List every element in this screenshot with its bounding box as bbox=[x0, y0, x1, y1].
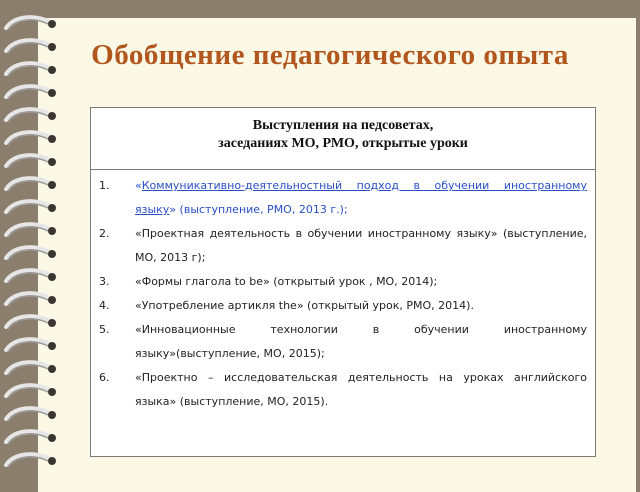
binding-hole bbox=[48, 457, 56, 465]
box-header-line-2: заседаниях МО, РМО, открытые уроки bbox=[218, 136, 468, 151]
binding-hole bbox=[48, 181, 56, 189]
binding-hole bbox=[48, 411, 56, 419]
list-item bbox=[91, 270, 595, 294]
content-box bbox=[90, 107, 596, 457]
box-header bbox=[91, 108, 595, 170]
binding-hole bbox=[48, 158, 56, 166]
binding-hole bbox=[48, 135, 56, 143]
binding-hole bbox=[48, 112, 56, 120]
binding-hole bbox=[48, 227, 56, 235]
slide-title: Обобщение педагогического опыта bbox=[91, 39, 569, 71]
binding-hole bbox=[48, 296, 56, 304]
binding-hole bbox=[48, 434, 56, 442]
item-number: 6. bbox=[99, 371, 110, 384]
topic-link[interactable]: Коммуникативно-деятельностный подход в обучении иностранному языку bbox=[135, 179, 587, 216]
item-number: 2. bbox=[99, 227, 110, 240]
list-item bbox=[91, 318, 595, 366]
item-text: «Проектно – исследовательская деятельность на уроках английского языка» (выступление, МО, 2015). bbox=[135, 371, 587, 408]
item-number: 3. bbox=[99, 275, 110, 288]
binding-hole bbox=[48, 43, 56, 51]
binding-hole bbox=[48, 250, 56, 258]
binding-hole bbox=[48, 20, 56, 28]
item-text bbox=[135, 174, 587, 222]
item-number: 5. bbox=[99, 323, 110, 336]
item-number: 1. bbox=[99, 179, 110, 192]
list-item bbox=[91, 294, 595, 318]
binding-hole bbox=[48, 66, 56, 74]
item-text: «Формы глагола to be» (открытый урок , МО, 2014); bbox=[135, 275, 438, 288]
item-number: 4. bbox=[99, 299, 110, 312]
item-text: «Проектная деятельность в обучении иностранному языку» (выступление, МО, 2013 г); bbox=[135, 227, 587, 264]
item-tail: » (выступление, РМО, 2013 г.); bbox=[169, 203, 348, 216]
list-item bbox=[91, 366, 595, 414]
talks-list bbox=[91, 174, 595, 414]
box-header-line-1: Выступления на педсоветах, bbox=[252, 118, 434, 133]
binding-hole bbox=[48, 388, 56, 396]
binding-hole bbox=[48, 365, 56, 373]
item-text: «Инновационные технологии в обучении иностранному языку»(выступление, МО, 2015); bbox=[135, 323, 587, 360]
binding-hole bbox=[48, 204, 56, 212]
binding-hole bbox=[48, 89, 56, 97]
quote-open: « bbox=[135, 179, 142, 192]
list-item bbox=[91, 222, 595, 270]
binding-hole bbox=[48, 273, 56, 281]
binding-hole bbox=[48, 342, 56, 350]
binding-hole bbox=[48, 319, 56, 327]
list-item bbox=[91, 174, 595, 222]
item-text: «Употребление артикля the» (открытый урок, РМО, 2014). bbox=[135, 299, 474, 312]
